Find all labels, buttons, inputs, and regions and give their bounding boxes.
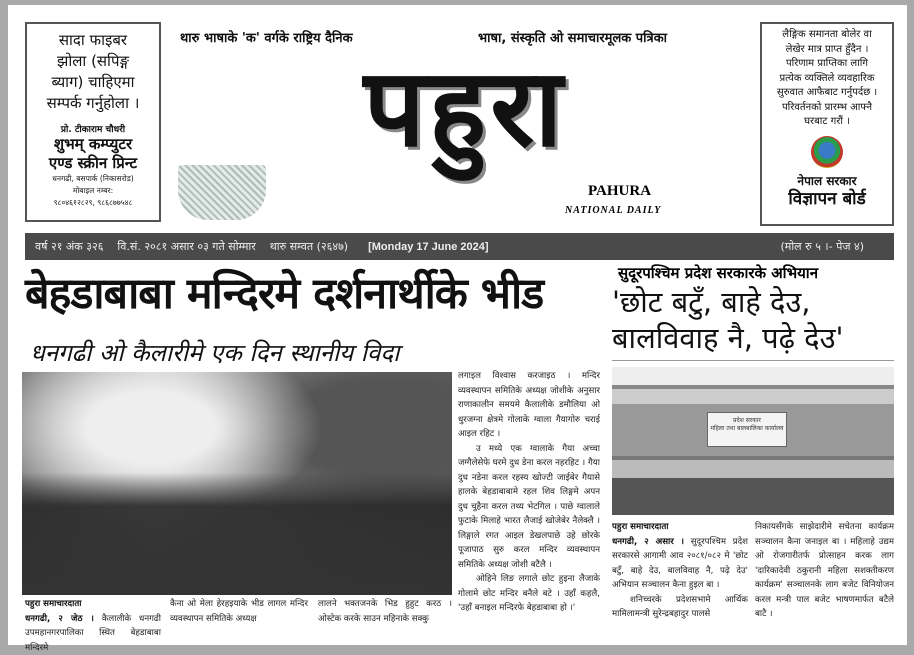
volume: वर्ष २१ अंक ३२६ (35, 240, 104, 253)
masthead-name-en: PAHURA (588, 183, 652, 199)
ad-phones: ९८०४६१२८२९, ९८६८७७५४८ (53, 198, 133, 207)
ad-shop: शुभम् कम्प्युटर (53, 135, 133, 153)
ad-shop: एण्ड स्क्रीन प्रिन्ट (48, 154, 138, 172)
paragraph: उ मध्ये एक ग्वालाके गैया अच्चा जग्गैलेसेफे घरमे दुध डेना करल नहरहिट । गैया दुध नडेना करल रहस्य खोज्टी जाईबेर गैयासे हालके बेहडाबाबामे रहल शिव लिङ्गमे अपन दुध चुहैना करल तथ्य भेटगिल । पाछे ग्वालाले फुटाके मिलाहे भारत लैजाई खोजेबेर नैलेक्लै । लिङ्गाले रगत आइल डेखलपाछे उहे छोरके पूजापाठ सुरु करल मन्दिर व्यवस्थापन समितिके अध्यक्ष जोशी बटैलै । (458, 443, 600, 570)
nepal-emblem-icon (811, 136, 843, 168)
article-text: सुदूरपश्चिम प्रदेश सरकारसे आगामी आव २०८१/०८२ मे 'छोट बटुँ, बाहे देउ, बालविवाह नै, पढ़े देउ' अभियान सञ्चालन कैना हुइल बा । (612, 536, 748, 590)
advertisement-right (760, 22, 894, 226)
ad-gov: नेपाल सरकार (797, 173, 857, 188)
side-headline (612, 284, 843, 356)
advertisement-left (25, 22, 161, 222)
ad-proprietor: प्रो. टीकाराम चौधरी (60, 125, 126, 135)
ad-line: झोला (सपिङ्ग (57, 52, 129, 70)
sign-text: प्रदेश सरकार (733, 417, 761, 424)
temple-crowd-photo (22, 372, 452, 595)
ad-mobile-label: मोबाइल नम्बर: (72, 186, 114, 195)
dateline: धनगढी, २ जेठ । (25, 613, 94, 624)
main-story-column-1 (25, 597, 161, 655)
side-headline-line: बालविवाह नै, पढ़े देउ' (612, 321, 844, 355)
ad-message: घरबाट गरौं । (804, 116, 850, 127)
main-story-column-4 (458, 369, 600, 631)
date-bs: वि.सं. २०८१ असार ०३ गते सोम्मार (117, 240, 256, 253)
tagline-right: भाषा, संस्कृति ओ समाचारमूलक पत्रिका (478, 31, 668, 46)
ad-message: सुरुवात आफैबाट गर्नुपर्दछ । (776, 87, 878, 98)
main-story-column-2: कैना ओ मेला हेरहइयाके भीड लागल मन्दिर व्यवस्थापन समितिके अध्यक्ष (170, 599, 308, 624)
article-text: कैलालीके धनगढी उपमहानगरपालिका स्थित बेहडाबाबा मन्दिरमे (25, 613, 162, 653)
tharu-era: थारु सम्वत (२६४७) (269, 240, 349, 253)
basket-emblem-icon (178, 165, 266, 220)
ad-address: धनगढी, बसपार्क (निकासरोड) (52, 174, 134, 183)
tagline-left: थारु भाषाके 'क' वर्गके राष्ट्रिय दैनिक (180, 31, 353, 46)
side-story-column-1 (612, 520, 748, 631)
paragraph: ओहिने लिङ लगाले छोट हुइना लैजाके गोलामे छोट मन्दिर बनैले बटे । उहाँ कहलै, 'उहाँ बनाइल मन्दिरफे बेहडाबाबा हो ।' (458, 574, 600, 613)
ad-message: परिणाम प्राप्तिका लागि (785, 58, 869, 69)
side-kicker: सुदूरपश्चिम प्रदेश सरकारके अभियान (618, 264, 819, 282)
ad-message: परिवर्तनको प्रारम्भ आफ्नै (781, 101, 873, 113)
price: (मोल रु ५ ।- पेज ४) (780, 240, 864, 253)
ad-line: ब्याग) चाहिएमा (51, 73, 135, 91)
masthead-logo: पहुरा (363, 45, 567, 171)
byline: पहुरा समाचारदाता (612, 522, 669, 532)
ad-line: सादा फाइबर (58, 31, 128, 49)
date-en: [Monday 17 June 2024] (368, 240, 489, 253)
sign-text: महिला तथा बालबालिका कार्यालय (710, 425, 784, 432)
ad-line: सम्पर्क गर्नुहोला । (46, 94, 140, 112)
divider (612, 360, 894, 361)
ad-message: लेखेर मात्र प्राप्त हुँदैन । (785, 43, 869, 55)
byline: पहुरा समाचारदाता (25, 599, 82, 609)
main-subheadline: धनगढी ओ कैलारीमे एक दिन स्थानीय विदा (30, 339, 400, 367)
office-building-photo (612, 367, 894, 515)
side-story-column-2: निकायसँगके साझेदारीमे सचेतना कार्यक्रम सञ्चालन कैना जनाइल बा । महिलाहे उद्यम ओ रोजगारीतर्फ प्रोत्साहन करक लाग 'दारिकादेवी ठकुरानी महिला सशक्तीकरण कार्यक्रम' सञ्चालनके लाग बजेट विनियोजन करल मन्त्री पाल बजेट भाषणमार्फत बटैले बाटै । (755, 522, 894, 619)
office-sign (707, 412, 787, 447)
masthead-subtitle-en: NATIONAL DAILY (565, 205, 662, 216)
issue-info-bar (25, 233, 894, 260)
side-headline-line: 'छोट बटुँ, बाहे देउ, (612, 285, 811, 319)
ad-message: लैङ्गिक समानता बोलेर वा (782, 29, 872, 40)
dateline: धनगढी, २ असार । (612, 536, 685, 547)
main-story-column-3: लालने भक्तजनके भिड हुहुट करठ । ओस्टेक करके साउन महिनाके सक्कु (318, 599, 452, 624)
main-headline: बेहडाबाबा मन्दिरमे दर्शनार्थीके भीड (25, 269, 544, 319)
ad-message: प्रत्येक व्यक्तिले व्यवहारिक (779, 72, 875, 84)
ad-board: विज्ञापन बोर्ड (788, 188, 866, 209)
paragraph: लगाइल विश्वास करजाइठ । मन्दिर व्यवस्थापन समितिके अध्यक्ष जोशीके अनुसार राणाकालीन समयमे कैलालीके डमौलिया ओ धुरजग्ना क्षेत्रमे गोलाके ग्वाला गैयागोरु चराई आइल रहिट । (458, 371, 600, 439)
paragraph: शनिच्चरके प्रदेशसभामे आर्थिक मामिलामन्त्री सुरेन्द्रबहादुर पालसे (612, 594, 748, 619)
